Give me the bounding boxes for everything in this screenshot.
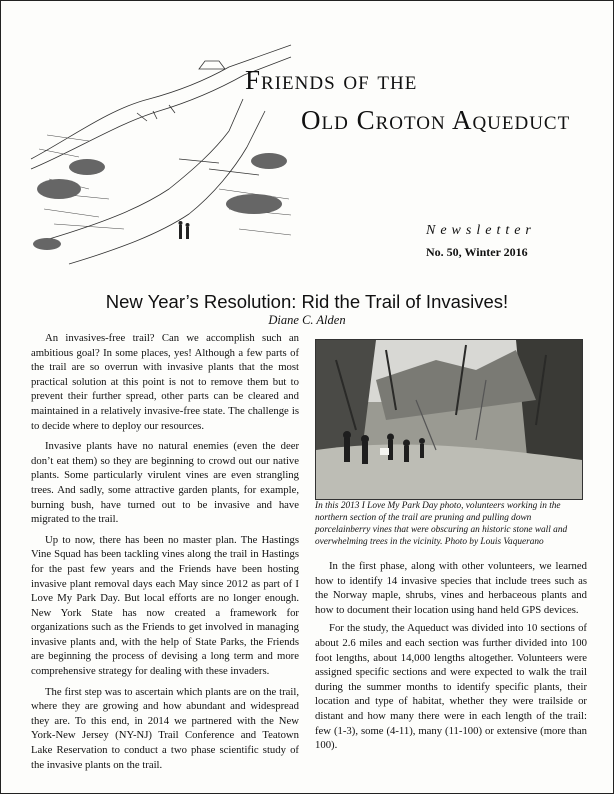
article-paragraph: The first step was to ascertain which plants are on the trail, where they are growing and how abundant and widespread they are. To this end, in 2014 we partnered with the New York-New Jersey (NY-NJ) Trail Conference and Teatown Lake Reservation to conduct a two phase scientific study of the invasive plants on the trail. — [31, 685, 299, 771]
volunteers-photo — [315, 339, 583, 500]
article-paragraph: In the first phase, along with other volunteers, we learned how to identify 14 invasive species that include trees such as the Norway maple, shrubs, vines and herbaceous plants and how to document their location using hand held GPS devices. — [315, 560, 587, 616]
issue-number: No. 50, Winter 2016 — [426, 245, 528, 259]
article-paragraph: Invasive plants have no natural enemies (even the deer don’t eat them) so they are beginning to crowd out our native plants. Some particularly virulent vines are even strangling trees. And sadly, some attractive garden plants, for example, burning bush, have turned out to be invasive and have migrated to the trail. — [31, 440, 299, 526]
article-paragraph: An invasives-free trail? Can we accomplish such an ambitious goal? In some places, yes! Although a few parts of the trail are so overrun with invasive plants that the most practical solution at this point is not to remove them but to prevent their further spread, other parts can be cleared and maintained in a relatively invasive-free state. The challenge is to decide where to deploy our resources. — [31, 332, 299, 432]
newsletter-label: Newsletter — [426, 223, 536, 238]
masthead-title-line2: Old Croton Aqueduct — [301, 105, 571, 135]
article-byline: Diane C. Alden — [268, 313, 346, 327]
article-left-column — [31, 331, 299, 778]
masthead-title-line1: Friends of the — [245, 65, 418, 95]
article-paragraph: Up to now, there has been no master plan. The Hastings Vine Squad has been tackling vines along the trail in Hastings for the past few years and the Friends have been hosting invasive plant removal days each May since 2012 as part of I Love My Park Day. But local efforts are no longer enough. New York State has now created a framework for organizations such as the Friends to get involved in managing invasive plants and, with the help of State Parks, the Friends are beginning the process of devising a long term and more comprehensive strategy for dealing with these invaders. — [31, 533, 299, 678]
article-paragraph: For the study, the Aqueduct was divided into 10 sections of about 2.6 miles and each section was further divided into 100 foot lengths, about 14,000 lengths altogether. Volunteers were assigned specific sections and were expected to walk the trail during the summer months to identify specific plants, their location and type of habitat, whether they were trailside or distant and how many there were in each length of the trail: few (1-3), some (4-11), many (11-100) or extensive (more than 100). — [315, 622, 587, 752]
volunteers-photo-image — [316, 340, 582, 499]
article-right-column — [315, 559, 587, 757]
photo-caption: In this 2013 I Love My Park Day photo, volunteers working in the northern section of the trail are pruning and pulling down porcelainberry vines that were obscuring an historic stone wall and overwhelming trees in the vicinity. Photo by Louis Vaquerano — [315, 501, 568, 547]
article-headline: New Year’s Resolution: Rid the Trail of Invasives! — [105, 291, 509, 312]
